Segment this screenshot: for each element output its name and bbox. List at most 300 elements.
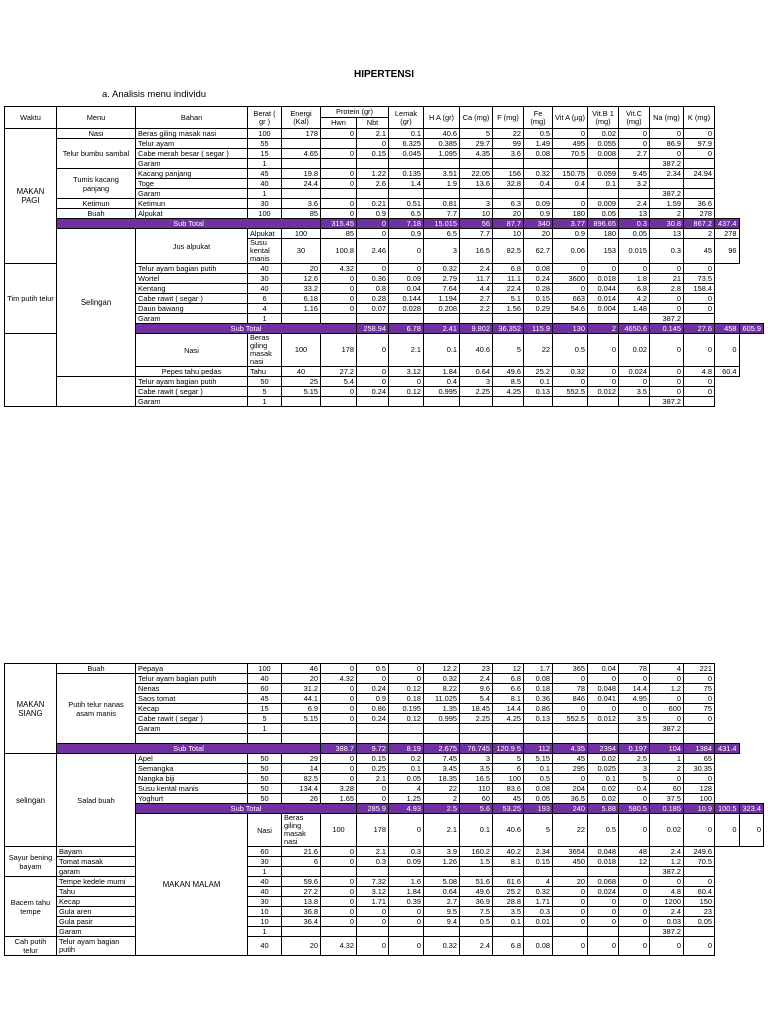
cell-value: 0.8 <box>357 284 389 294</box>
table-row <box>5 897 764 907</box>
cell-value: 6 <box>248 294 282 304</box>
cell-value: 2.6 <box>357 179 389 189</box>
cell-value: 0 <box>650 714 684 724</box>
table-row <box>5 937 764 956</box>
cell-value: 15 <box>248 704 282 714</box>
cell-value: 0 <box>553 897 588 907</box>
cell-value: 10 <box>493 229 524 239</box>
cell-value: 0 <box>321 209 357 219</box>
cell-value: 100 <box>282 229 321 239</box>
cell-value: 0.86 <box>524 704 553 714</box>
cell-value: 14.4 <box>493 704 524 714</box>
cell-value: 0.08 <box>524 149 553 159</box>
cell-value: 0 <box>321 169 357 179</box>
cell-value: 365 <box>553 664 588 674</box>
cell-value <box>650 179 684 189</box>
cell-value: 23 <box>460 664 493 674</box>
cell-value: 6.3 <box>493 199 524 209</box>
cell-bahan: Tomat masak <box>57 857 136 867</box>
cell-value: 0 <box>321 284 357 294</box>
cell-menu: Nasi <box>57 129 136 139</box>
cell-value: 48 <box>619 847 650 857</box>
subtotal-cell: 15.015 <box>424 219 460 229</box>
cell-value: 12 <box>619 857 650 867</box>
subtotal-label: Sub Total <box>57 744 321 754</box>
cell-bahan: Daun bawang <box>136 304 248 314</box>
subtotal-cell: 27.6 <box>684 324 715 334</box>
cell-value <box>524 189 553 199</box>
cell-value: 0 <box>684 377 715 387</box>
cell-value: 45 <box>684 239 715 264</box>
cell-menu: Sayur bening bayam <box>5 847 57 877</box>
cell-value: 45 <box>493 794 524 804</box>
cell-bahan: Yoghurt <box>136 794 248 804</box>
cell-value: 28.8 <box>493 897 524 907</box>
cell-value <box>588 927 619 937</box>
cell-value: 50 <box>248 377 282 387</box>
cell-value: 0.51 <box>389 199 424 209</box>
header-vit-c: Vit.C (mg) <box>619 107 650 129</box>
cell-value: 0.014 <box>588 294 619 304</box>
cell-value: 0.07 <box>357 304 389 314</box>
cell-value: 249.6 <box>684 847 715 857</box>
cell-value: 0 <box>650 304 684 314</box>
cell-bahan: Pepaya <box>136 664 248 674</box>
cell-value: 387.2 <box>650 724 684 734</box>
cell-value: 0 <box>588 674 619 684</box>
cell-value <box>389 724 424 734</box>
cell-value: 30 <box>248 857 282 867</box>
cell-value: 1.5 <box>460 857 493 867</box>
subtotal-label: Sub Total <box>136 804 357 814</box>
cell-value <box>460 927 493 937</box>
cell-value: 0.08 <box>524 674 553 684</box>
cell-value: 1.194 <box>424 294 460 304</box>
cell-value <box>460 867 493 877</box>
cell-value <box>684 724 715 734</box>
subtotal-cell: 431.4 <box>715 744 740 754</box>
cell-value: 0 <box>650 377 684 387</box>
cell-value: 1.16 <box>282 304 321 314</box>
cell-value <box>493 397 524 407</box>
cell-value: 1.25 <box>389 794 424 804</box>
cell-value: 1200 <box>650 897 684 907</box>
cell-value: 7.5 <box>460 907 493 917</box>
cell-value: 0 <box>650 367 684 377</box>
cell-value: 0 <box>588 907 619 917</box>
cell-bahan: Kecap <box>136 704 248 714</box>
cell-value: 0 <box>650 694 684 704</box>
cell-value: 8.22 <box>424 684 460 694</box>
cell-value: 0.055 <box>588 139 619 149</box>
cell-value: 1 <box>248 927 282 937</box>
cell-value: 278 <box>684 209 715 219</box>
cell-value: 0.24 <box>357 714 389 724</box>
cell-value: 180 <box>553 209 588 219</box>
cell-value <box>553 734 588 744</box>
subtotal-cell: 104 <box>650 744 684 754</box>
cell-value: 83.6 <box>493 784 524 794</box>
cell-value: 21.6 <box>282 847 321 857</box>
cell-value: 78 <box>553 684 588 694</box>
cell-value: 0.1 <box>389 129 424 139</box>
cell-value: 85 <box>282 209 321 219</box>
subtotal-cell: 896.65 <box>588 219 619 229</box>
table-row <box>5 847 764 857</box>
cell-value: 0 <box>321 847 357 857</box>
cell-value: 6 <box>282 857 321 867</box>
cell-value: 5.08 <box>424 877 460 887</box>
cell-value: 0 <box>715 334 740 367</box>
cell-value <box>524 397 553 407</box>
table-row <box>5 907 764 917</box>
cell-value: 36.9 <box>460 897 493 907</box>
cell-value: 0.28 <box>524 284 553 294</box>
cell-value: 21 <box>650 274 684 284</box>
cell-value: 0 <box>684 264 715 274</box>
cell-value: 0 <box>650 294 684 304</box>
cell-value: 0 <box>389 937 424 956</box>
cell-value: 36.8 <box>282 907 321 917</box>
table-row <box>5 857 764 867</box>
cell-value <box>424 724 460 734</box>
cell-value: 29.7 <box>460 139 493 149</box>
cell-value: 1 <box>248 314 282 324</box>
cell-value: 23 <box>684 907 715 917</box>
cell-value <box>524 314 553 324</box>
cell-value: 0.15 <box>524 294 553 304</box>
cell-value: 0.09 <box>524 199 553 209</box>
cell-value: 0 <box>650 264 684 274</box>
cell-value: 5.15 <box>282 387 321 397</box>
cell-value: 13.8 <box>282 897 321 907</box>
cell-value <box>619 314 650 324</box>
cell-value: 0.9 <box>357 209 389 219</box>
cell-value: 0.028 <box>389 304 424 314</box>
cell-value: 24.4 <box>282 179 321 189</box>
cell-value: 4.35 <box>460 149 493 159</box>
cell-value: 0 <box>588 704 619 714</box>
table-header <box>5 107 764 129</box>
cell-value: 0 <box>321 887 357 897</box>
subtotal-cell: 0.145 <box>650 324 684 334</box>
cell-value: 7.7 <box>424 209 460 219</box>
cell-value: 0.9 <box>524 209 553 219</box>
table-row <box>5 927 764 937</box>
cell-value <box>588 734 619 744</box>
cell-value: 0.09 <box>389 274 424 284</box>
subtotal-cell: 605.9 <box>739 324 764 334</box>
subtotal-row <box>5 744 764 754</box>
cell-value: 60.4 <box>684 887 715 897</box>
header-berat: Berat ( gr ) <box>248 107 282 129</box>
cell-menu: Telur bumbu sambal <box>57 139 136 169</box>
cell-value <box>684 314 715 324</box>
cell-value: 4.25 <box>493 387 524 397</box>
cell-value: 0 <box>321 149 357 159</box>
cell-menu: Pepes tahu pedas <box>136 367 248 377</box>
subtotal-cell: 2.41 <box>424 324 460 334</box>
subtotal-cell: 10.9 <box>684 804 715 814</box>
table-row <box>5 674 764 684</box>
cell-value <box>424 397 460 407</box>
cell-value: 0.4 <box>619 784 650 794</box>
cell-value <box>684 159 715 169</box>
cell-value <box>282 724 321 734</box>
cell-value: 0 <box>684 304 715 314</box>
cell-value <box>619 734 650 744</box>
cell-value: 0 <box>619 917 650 927</box>
cell-value: 7.32 <box>357 877 389 887</box>
cell-bahan: Kentang <box>136 284 248 294</box>
cell-value: 0.5 <box>553 334 588 367</box>
cell-value: 0.195 <box>389 704 424 714</box>
cell-value: 1.84 <box>389 887 424 897</box>
cell-value <box>357 397 389 407</box>
cell-value: 0.009 <box>588 199 619 209</box>
cell-bahan: Gula pasir <box>57 917 136 927</box>
cell-value <box>321 159 357 169</box>
cell-value: 8.1 <box>493 694 524 704</box>
cell-value: 0.995 <box>424 714 460 724</box>
cell-value: 0 <box>357 139 389 149</box>
cell-value: 0.28 <box>357 294 389 304</box>
cell-value: 0.15 <box>357 149 389 159</box>
cell-value: 27.2 <box>282 887 321 897</box>
cell-value: 86.9 <box>650 139 684 149</box>
cell-value: 65 <box>684 754 715 764</box>
cell-value: 2.79 <box>424 274 460 284</box>
cell-value: 0 <box>357 937 389 956</box>
cell-value: 100 <box>248 209 282 219</box>
cell-value: 0.04 <box>588 664 619 674</box>
cell-value <box>619 397 650 407</box>
cell-value <box>684 927 715 937</box>
cell-value: 387.2 <box>650 189 684 199</box>
cell-value: 0.25 <box>357 764 389 774</box>
cell-value: 387.2 <box>650 867 684 877</box>
cell-value: 100 <box>321 814 357 847</box>
cell-value: 387.2 <box>650 397 684 407</box>
cell-value: 0.02 <box>588 794 619 804</box>
cell-value <box>553 159 588 169</box>
cell-bahan: Garam <box>136 159 248 169</box>
cell-value: 0 <box>357 264 389 274</box>
cell-value <box>424 927 460 937</box>
cell-value: 73.5 <box>684 274 715 284</box>
cell-value: 0.02 <box>588 129 619 139</box>
header-ca: Ca (mg) <box>460 107 493 129</box>
cell-bahan: Telur ayam bagian putih <box>136 674 248 684</box>
cell-menu: Bacem tahu tempe <box>5 877 57 937</box>
cell-bahan: Telur ayam bagian putih <box>136 264 248 274</box>
cell-value: 0.32 <box>424 937 460 956</box>
cell-value: 0 <box>553 284 588 294</box>
cell-menu <box>57 377 136 407</box>
cell-bahan: Tempe kedele murni <box>57 877 136 887</box>
cell-bahan: Beras giling masak nasi <box>282 814 321 847</box>
table-row <box>5 199 764 209</box>
cell-value: 0 <box>650 774 684 784</box>
cell-value: 40.2 <box>493 847 524 857</box>
cell-value <box>553 927 588 937</box>
cell-value: 32.8 <box>493 179 524 189</box>
cell-value: 3.45 <box>424 764 460 774</box>
cell-value: 22.05 <box>460 169 493 179</box>
cell-value: 8.5 <box>493 377 524 387</box>
nutrition-table-top <box>4 106 764 407</box>
cell-value: 0 <box>553 887 588 897</box>
cell-value: 0 <box>357 917 389 927</box>
table-row <box>5 877 764 887</box>
cell-value: 3.5 <box>619 714 650 724</box>
cell-value: 13 <box>650 229 684 239</box>
cell-value: 9.4 <box>424 917 460 927</box>
cell-value: 4 <box>389 784 424 794</box>
subtotal-cell: 87.7 <box>493 219 524 229</box>
cell-value: 55 <box>248 139 282 149</box>
table-row <box>5 377 764 387</box>
cell-value <box>524 927 553 937</box>
cell-value: 0.9 <box>553 229 588 239</box>
cell-value: 0 <box>321 764 357 774</box>
subtotal-cell: 7.18 <box>389 219 424 229</box>
cell-value: 49.6 <box>460 887 493 897</box>
table-row <box>5 169 764 179</box>
subtotal-cell: 53.25 <box>493 804 524 814</box>
cell-value <box>684 189 715 199</box>
cell-value <box>321 734 357 744</box>
cell-bahan: Alpukat <box>248 229 282 239</box>
cell-value: 36.4 <box>282 917 321 927</box>
cell-value: 0 <box>650 937 684 956</box>
cell-value: 0.1 <box>460 814 493 847</box>
cell-value: 0.9 <box>389 229 424 239</box>
cell-value: 3 <box>619 764 650 774</box>
cell-value: 0 <box>321 664 357 674</box>
cell-value: 0.1 <box>524 377 553 387</box>
cell-value: 1.9 <box>424 179 460 189</box>
cell-value: 3.28 <box>321 784 357 794</box>
cell-value: 30 <box>248 897 282 907</box>
cell-value: 0.32 <box>524 169 553 179</box>
cell-value: 0 <box>321 907 357 917</box>
cell-value: 0.018 <box>588 857 619 867</box>
cell-value: 40.6 <box>493 814 524 847</box>
cell-value: 6.6 <box>493 684 524 694</box>
cell-value: 4.32 <box>321 937 357 956</box>
cell-value: 0 <box>588 377 619 387</box>
cell-value: 97.9 <box>684 139 715 149</box>
cell-value: 54.6 <box>553 304 588 314</box>
cell-value: 44.1 <box>282 694 321 704</box>
cell-waktu: MAKAN PAGI <box>5 129 57 264</box>
cell-value: 29 <box>282 754 321 764</box>
cell-value: 45 <box>248 169 282 179</box>
subtotal-row <box>5 219 764 229</box>
cell-value: 2.1 <box>389 334 424 367</box>
cell-value: 0 <box>357 229 389 239</box>
cell-value: 3.12 <box>357 887 389 897</box>
cell-value: 6.8 <box>619 284 650 294</box>
cell-value: 5 <box>460 129 493 139</box>
cell-value <box>493 189 524 199</box>
cell-menu: Salad buah <box>57 754 136 847</box>
cell-value: 0 <box>619 907 650 917</box>
subtotal-cell: 130 <box>553 324 588 334</box>
cell-value: 0 <box>684 149 715 159</box>
cell-value: 178 <box>357 814 389 847</box>
cell-value <box>650 734 684 744</box>
cell-value: 40 <box>248 284 282 294</box>
cell-bahan: Wortel <box>136 274 248 284</box>
cell-value: 0 <box>389 239 424 264</box>
cell-value <box>321 724 357 734</box>
cell-value: 30 <box>282 239 321 264</box>
cell-value: 295 <box>553 764 588 774</box>
header-hewani: Hwn <box>321 118 357 129</box>
cell-value: 0 <box>650 674 684 684</box>
cell-value: 0.5 <box>357 664 389 674</box>
cell-value: 0.135 <box>389 169 424 179</box>
cell-value: 25 <box>282 377 321 387</box>
cell-value: 2 <box>424 794 460 804</box>
cell-value: 13.6 <box>460 179 493 189</box>
cell-value: 6 <box>493 764 524 774</box>
cell-value <box>524 724 553 734</box>
cell-bahan: Semangka <box>136 764 248 774</box>
cell-value: 0 <box>357 907 389 917</box>
cell-value: 204 <box>553 784 588 794</box>
cell-value: 0.32 <box>424 674 460 684</box>
cell-value: 1.35 <box>424 704 460 714</box>
cell-value: 0 <box>619 814 650 847</box>
cell-value: 0.3 <box>389 847 424 857</box>
cell-value: 96 <box>715 239 740 264</box>
cell-bahan: Telur ayam bagian putih <box>136 377 248 387</box>
cell-value: 40 <box>248 937 282 956</box>
cell-value: 0.81 <box>424 199 460 209</box>
cell-waktu: selingan <box>5 754 57 847</box>
cell-value: 0.041 <box>588 694 619 704</box>
cell-value: 0 <box>715 814 740 847</box>
cell-value: 11.025 <box>424 694 460 704</box>
cell-value <box>248 734 282 744</box>
cell-value <box>460 734 493 744</box>
table-row <box>5 754 764 764</box>
cell-value <box>389 159 424 169</box>
cell-value: 2.7 <box>424 897 460 907</box>
cell-value: 0.02 <box>650 814 684 847</box>
cell-value: 3.51 <box>424 169 460 179</box>
cell-value: 60 <box>248 847 282 857</box>
cell-value: 0 <box>650 387 684 397</box>
cell-value: 0.12 <box>389 387 424 397</box>
cell-value: 36.5 <box>553 794 588 804</box>
cell-value <box>282 139 321 149</box>
cell-value: 1.71 <box>357 897 389 907</box>
cell-menu: Ketimun <box>57 199 136 209</box>
subtotal-cell: 2.5 <box>424 804 460 814</box>
cell-value <box>282 927 321 937</box>
cell-value: 0.024 <box>619 367 650 377</box>
cell-value: 19.8 <box>282 169 321 179</box>
subtotal-cell: 0 <box>357 219 389 229</box>
cell-value: 5.15 <box>524 754 553 764</box>
cell-value: 0.3 <box>524 907 553 917</box>
cell-value: 46 <box>282 664 321 674</box>
cell-value: 70.5 <box>553 149 588 159</box>
